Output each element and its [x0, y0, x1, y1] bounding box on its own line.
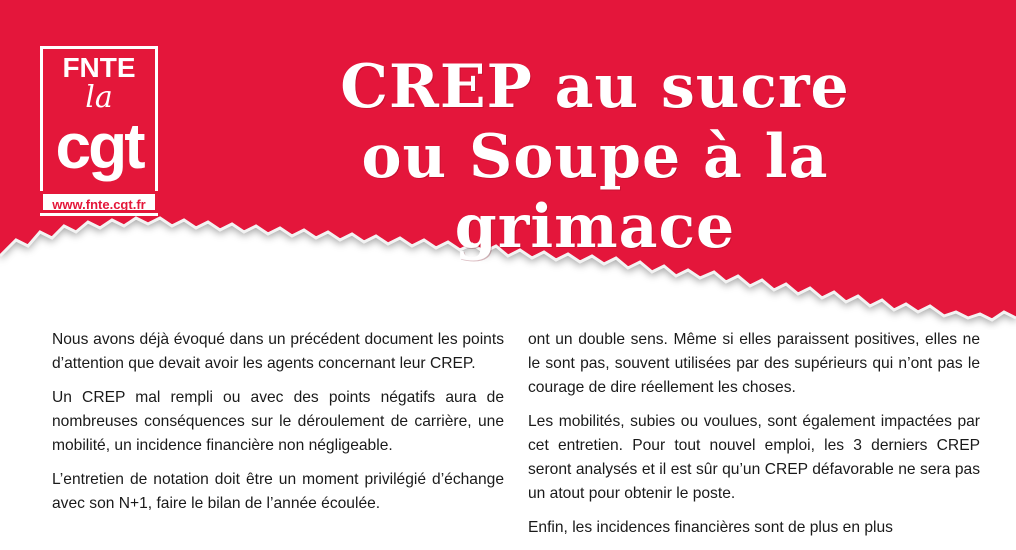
logo-la-text: la [85, 80, 113, 115]
left-column [52, 328, 504, 526]
logo-url-text: www.fnte.cgt.fr [40, 191, 158, 213]
title-line-3: grimace [454, 192, 736, 262]
paragraph: Enfin, les incidences financières sont de plus en plus [528, 519, 893, 536]
paragraph: ont un double sens. Même si elles paraissent positives, elles ne le sont pas, souvent utilisées par des supérieurs qui n’ont pas le courage de dire réellement les choses. [528, 331, 980, 396]
paragraph: Un CREP mal rempli ou avec des points négatifs aura de nombreuses conséquences sur le déroulement de carrière, une mobilité, un incidence financière non négligeable. [52, 389, 504, 454]
right-column [528, 328, 980, 550]
document-title [200, 52, 990, 262]
paragraph: Les mobilités, subies ou voulues, sont également impactées par cet entretien. Pour tout nouvel emploi, les 3 derniers CREP seront analysés et il est sûr qu’un CREP défavorable ne sera pas un atout pour obtenir le poste. [528, 413, 980, 502]
paragraph: L’entretien de notation doit être un moment privilégié d’échange avec son N+1, faire le bilan de l’année écoulée. [52, 471, 504, 512]
title-line-1: CREP au sucre [340, 52, 850, 122]
cgt-logo [40, 46, 158, 216]
title-line-2: ou Soupe à la [361, 122, 829, 192]
paragraph: Nous avons déjà évoqué dans un précédent document les points d’attention que devait avoir les agents concernant leur CREP. [52, 331, 504, 372]
logo-cgt-text: cgt [55, 110, 143, 182]
logo-fnte-text: FNTE [62, 52, 136, 83]
